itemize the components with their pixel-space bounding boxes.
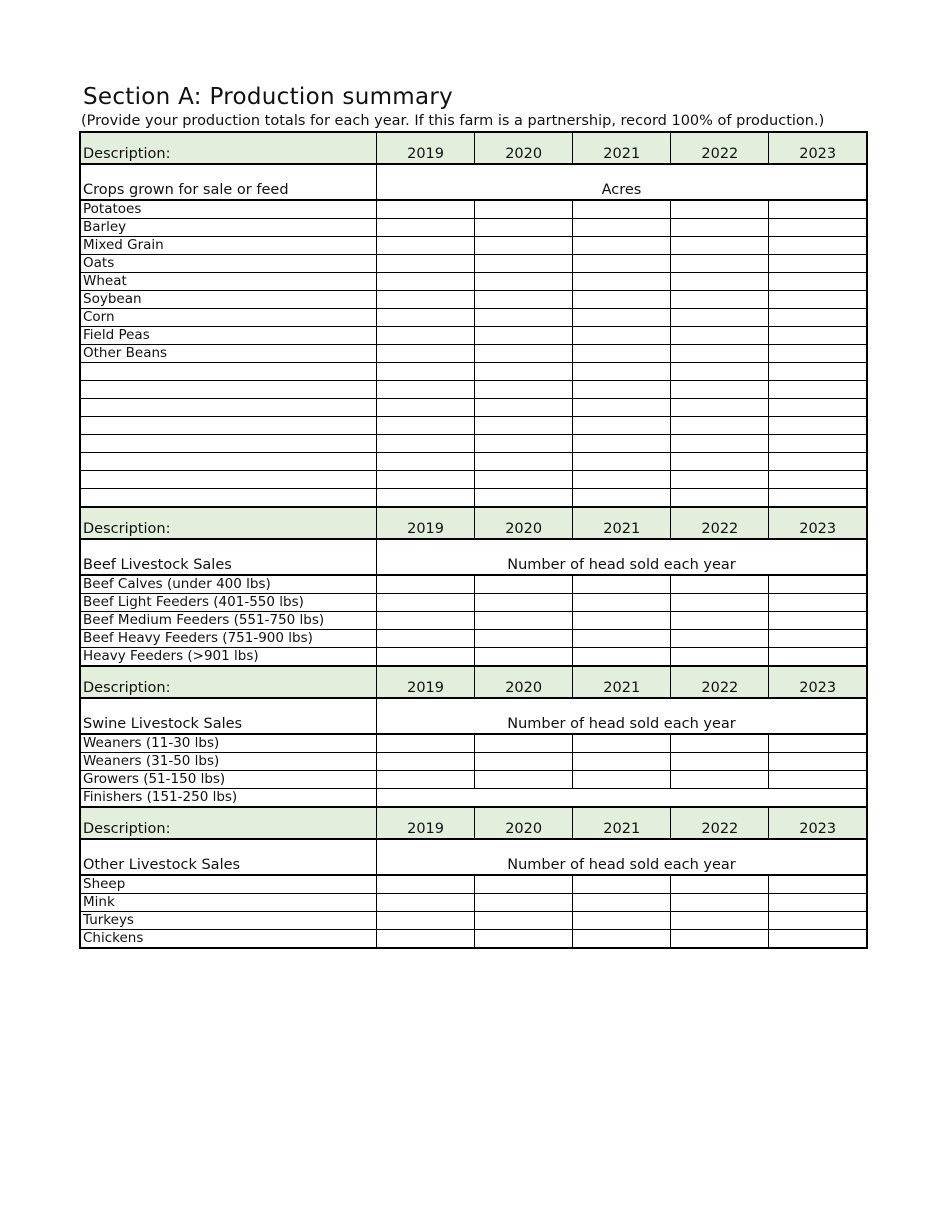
entry-cell[interactable] — [573, 648, 671, 667]
entry-cell[interactable] — [671, 648, 769, 667]
entry-cell[interactable] — [769, 381, 867, 399]
entry-cell[interactable] — [475, 200, 573, 219]
year-header: 2023 — [769, 666, 867, 698]
entry-cell[interactable] — [475, 894, 573, 912]
entry-cell[interactable] — [671, 345, 769, 363]
year-header: 2019 — [377, 132, 475, 164]
entry-cell[interactable] — [475, 930, 573, 949]
row-label — [80, 471, 377, 489]
entry-cell[interactable] — [475, 594, 573, 612]
entry-cell[interactable] — [769, 471, 867, 489]
year-header: 2022 — [671, 507, 769, 539]
entry-cell[interactable] — [671, 612, 769, 630]
page-title: Section A: Production summary — [83, 84, 454, 110]
entry-cell[interactable] — [377, 273, 475, 291]
category-row — [80, 698, 867, 734]
entry-cell[interactable] — [377, 255, 475, 273]
table-row — [80, 875, 867, 894]
entry-cell[interactable] — [573, 894, 671, 912]
table-row — [80, 753, 867, 771]
table-row — [80, 237, 867, 255]
row-label: Heavy Feeders (>901 lbs) — [80, 648, 377, 667]
entry-cell[interactable] — [377, 489, 475, 508]
entry-cell[interactable] — [671, 327, 769, 345]
entry-cell[interactable] — [475, 912, 573, 930]
entry-cell[interactable] — [475, 291, 573, 309]
entry-cell[interactable] — [475, 255, 573, 273]
entry-cell[interactable] — [377, 575, 475, 594]
category-row — [80, 839, 867, 875]
entry-cell[interactable] — [475, 489, 573, 508]
row-label: Weaners (31-50 lbs) — [80, 753, 377, 771]
entry-cell[interactable] — [671, 912, 769, 930]
entry-cell[interactable] — [671, 930, 769, 949]
row-label: Mixed Grain — [80, 237, 377, 255]
entry-cell[interactable] — [475, 399, 573, 417]
entry-cell[interactable] — [671, 417, 769, 435]
year-header: 2019 — [377, 807, 475, 839]
row-label: Other Beans — [80, 345, 377, 363]
year-header: 2021 — [573, 807, 671, 839]
row-label: Beef Medium Feeders (551-750 lbs) — [80, 612, 377, 630]
entry-cell[interactable] — [377, 734, 475, 753]
row-label — [80, 489, 377, 508]
table-row — [80, 453, 867, 471]
entry-cell[interactable] — [573, 291, 671, 309]
entry-cell[interactable] — [573, 453, 671, 471]
entry-cell[interactable] — [475, 435, 573, 453]
entry-cell[interactable] — [377, 237, 475, 255]
category-label: Crops grown for sale or feed — [80, 164, 377, 200]
table-row — [80, 399, 867, 417]
row-label: Barley — [80, 219, 377, 237]
row-label: Finishers (151-250 lbs) — [80, 789, 377, 808]
table-row — [80, 471, 867, 489]
entry-cell[interactable] — [573, 435, 671, 453]
table-row — [80, 594, 867, 612]
entry-cell[interactable] — [769, 894, 867, 912]
entry-cell[interactable] — [769, 345, 867, 363]
entry-cell[interactable] — [475, 309, 573, 327]
entry-cell[interactable] — [769, 912, 867, 930]
entry-cell[interactable] — [671, 273, 769, 291]
entry-cell[interactable] — [475, 453, 573, 471]
entry-cell[interactable] — [377, 200, 475, 219]
entry-cell[interactable] — [671, 453, 769, 471]
entry-cell[interactable] — [377, 930, 475, 949]
description-header-row — [80, 507, 867, 539]
year-header: 2023 — [769, 507, 867, 539]
production-summary-table — [79, 131, 868, 949]
row-label — [80, 381, 377, 399]
entry-cell[interactable] — [573, 219, 671, 237]
entry-cell[interactable] — [769, 399, 867, 417]
row-label: Corn — [80, 309, 377, 327]
row-label — [80, 399, 377, 417]
table-row — [80, 363, 867, 381]
category-row — [80, 164, 867, 200]
unit-label: Number of head sold each year — [377, 698, 868, 734]
entry-cell[interactable] — [573, 630, 671, 648]
entry-cell[interactable] — [769, 575, 867, 594]
year-header: 2020 — [475, 132, 573, 164]
description-header-row — [80, 807, 867, 839]
table-row — [80, 612, 867, 630]
entry-cell[interactable] — [769, 453, 867, 471]
entry-cell[interactable] — [475, 327, 573, 345]
table-row — [80, 291, 867, 309]
entry-cell[interactable] — [377, 753, 475, 771]
entry-cell[interactable] — [769, 930, 867, 949]
entry-cell[interactable] — [475, 648, 573, 667]
table-row — [80, 630, 867, 648]
entry-cell[interactable] — [573, 273, 671, 291]
row-label: Weaners (11-30 lbs) — [80, 734, 377, 753]
entry-cell[interactable] — [475, 771, 573, 789]
year-header: 2020 — [475, 507, 573, 539]
row-label: Wheat — [80, 273, 377, 291]
table-row — [80, 771, 867, 789]
entry-cell[interactable] — [377, 630, 475, 648]
entry-cell[interactable] — [671, 894, 769, 912]
table-row — [80, 255, 867, 273]
entry-cell[interactable] — [671, 489, 769, 508]
entry-cell[interactable] — [573, 200, 671, 219]
entry-cell[interactable] — [377, 435, 475, 453]
table-row — [80, 912, 867, 930]
entry-cell[interactable] — [573, 912, 671, 930]
year-header: 2022 — [671, 807, 769, 839]
year-header: 2021 — [573, 666, 671, 698]
entry-cell[interactable] — [769, 273, 867, 291]
entry-cell[interactable] — [769, 255, 867, 273]
table-row — [80, 309, 867, 327]
row-label: Beef Calves (under 400 lbs) — [80, 575, 377, 594]
year-header: 2022 — [671, 666, 769, 698]
row-label: Growers (51-150 lbs) — [80, 771, 377, 789]
row-label: Potatoes — [80, 200, 377, 219]
entry-cell[interactable] — [377, 309, 475, 327]
category-label: Other Livestock Sales — [80, 839, 377, 875]
entry-cell[interactable] — [573, 327, 671, 345]
row-label: Sheep — [80, 875, 377, 894]
entry-cell[interactable] — [377, 912, 475, 930]
entry-cell[interactable] — [769, 875, 867, 894]
category-row — [80, 539, 867, 575]
entry-cell[interactable] — [671, 291, 769, 309]
entry-cell[interactable] — [769, 309, 867, 327]
entry-cell[interactable] — [769, 363, 867, 381]
row-label — [80, 435, 377, 453]
entry-cell[interactable] — [671, 255, 769, 273]
table-row — [80, 417, 867, 435]
entry-cell[interactable] — [573, 381, 671, 399]
table-row — [80, 435, 867, 453]
row-label: Turkeys — [80, 912, 377, 930]
description-label: Description: — [80, 507, 377, 539]
description-label: Description: — [80, 666, 377, 698]
unit-label: Number of head sold each year — [377, 839, 868, 875]
entry-cell[interactable] — [573, 417, 671, 435]
row-label: Oats — [80, 255, 377, 273]
entry-cell[interactable] — [475, 612, 573, 630]
table-row — [80, 219, 867, 237]
entry-cell[interactable] — [671, 237, 769, 255]
entry-cell[interactable] — [475, 417, 573, 435]
entry-cell[interactable] — [377, 345, 475, 363]
year-header: 2021 — [573, 507, 671, 539]
entry-cell[interactable] — [377, 594, 475, 612]
table-row — [80, 930, 867, 949]
row-label — [80, 363, 377, 381]
entry-cell[interactable] — [671, 309, 769, 327]
year-header: 2022 — [671, 132, 769, 164]
entry-cell[interactable] — [377, 648, 475, 667]
entry-cell[interactable] — [769, 594, 867, 612]
year-header: 2019 — [377, 507, 475, 539]
entry-cell[interactable] — [377, 381, 475, 399]
entry-cell[interactable] — [573, 255, 671, 273]
entry-cell[interactable] — [573, 399, 671, 417]
table-row — [80, 273, 867, 291]
entry-cell[interactable] — [769, 219, 867, 237]
entry-cell[interactable] — [377, 219, 475, 237]
entry-cell[interactable] — [671, 435, 769, 453]
entry-cell[interactable] — [475, 630, 573, 648]
row-label: Soybean — [80, 291, 377, 309]
entry-cell[interactable] — [475, 471, 573, 489]
unit-label: Number of head sold each year — [377, 539, 868, 575]
entry-cell[interactable] — [769, 435, 867, 453]
row-label — [80, 417, 377, 435]
entry-cell[interactable] — [573, 575, 671, 594]
entry-cell[interactable] — [671, 363, 769, 381]
table-row — [80, 345, 867, 363]
entry-cell[interactable] — [573, 345, 671, 363]
entry-cell[interactable] — [769, 327, 867, 345]
entry-cell[interactable] — [377, 453, 475, 471]
entry-cell[interactable] — [475, 237, 573, 255]
entry-cell[interactable] — [671, 471, 769, 489]
entry-cell[interactable] — [377, 612, 475, 630]
entry-cell[interactable] — [573, 612, 671, 630]
entry-cell[interactable] — [769, 612, 867, 630]
entry-cell[interactable] — [671, 753, 769, 771]
entry-cell[interactable] — [769, 200, 867, 219]
table-row — [80, 575, 867, 594]
entry-cell[interactable] — [671, 630, 769, 648]
description-label: Description: — [80, 132, 377, 164]
entry-cell[interactable] — [671, 399, 769, 417]
entry-cell[interactable] — [573, 734, 671, 753]
entry-cell[interactable] — [671, 771, 769, 789]
entry-cell[interactable] — [573, 363, 671, 381]
entry-cell[interactable] — [475, 734, 573, 753]
row-label: Chickens — [80, 930, 377, 949]
unit-label: Acres — [377, 164, 868, 200]
entry-cell[interactable] — [769, 237, 867, 255]
entry-cell[interactable] — [769, 771, 867, 789]
entry-cell[interactable] — [769, 734, 867, 753]
table-row — [80, 489, 867, 508]
entry-cell[interactable] — [573, 489, 671, 508]
entry-cell[interactable] — [377, 771, 475, 789]
description-label: Description: — [80, 807, 377, 839]
row-label: Mink — [80, 894, 377, 912]
table-row — [80, 894, 867, 912]
year-header: 2023 — [769, 807, 867, 839]
entry-cell[interactable] — [573, 594, 671, 612]
entry-cell[interactable] — [475, 219, 573, 237]
entry-cell[interactable] — [573, 771, 671, 789]
entry-cell[interactable] — [671, 875, 769, 894]
entry-cell[interactable] — [377, 789, 868, 808]
category-label: Swine Livestock Sales — [80, 698, 377, 734]
row-label: Beef Heavy Feeders (751-900 lbs) — [80, 630, 377, 648]
table-row — [80, 381, 867, 399]
entry-cell[interactable] — [671, 219, 769, 237]
entry-cell[interactable] — [377, 417, 475, 435]
year-header: 2019 — [377, 666, 475, 698]
entry-cell[interactable] — [671, 734, 769, 753]
entry-cell[interactable] — [475, 363, 573, 381]
entry-cell[interactable] — [377, 327, 475, 345]
entry-cell[interactable] — [769, 291, 867, 309]
entry-cell[interactable] — [377, 875, 475, 894]
table-row — [80, 648, 867, 667]
entry-cell[interactable] — [671, 594, 769, 612]
entry-cell[interactable] — [377, 894, 475, 912]
year-header: 2020 — [475, 666, 573, 698]
entry-cell[interactable] — [377, 399, 475, 417]
table-row — [80, 734, 867, 753]
table-row — [80, 200, 867, 219]
page-subtitle: (Provide your production totals for each year. If this farm is a partnership, record 100% of production.) — [81, 113, 825, 129]
row-label: Beef Light Feeders (401-550 lbs) — [80, 594, 377, 612]
entry-cell[interactable] — [573, 237, 671, 255]
year-header: 2021 — [573, 132, 671, 164]
entry-cell[interactable] — [769, 648, 867, 667]
entry-cell[interactable] — [573, 875, 671, 894]
entry-cell[interactable] — [475, 345, 573, 363]
table-row — [80, 789, 867, 808]
row-label: Field Peas — [80, 327, 377, 345]
entry-cell[interactable] — [377, 471, 475, 489]
year-header: 2020 — [475, 807, 573, 839]
description-header-row — [80, 666, 867, 698]
year-header: 2023 — [769, 132, 867, 164]
entry-cell[interactable] — [573, 309, 671, 327]
entry-cell[interactable] — [769, 489, 867, 508]
table-row — [80, 327, 867, 345]
entry-cell[interactable] — [475, 753, 573, 771]
entry-cell[interactable] — [475, 273, 573, 291]
entry-cell[interactable] — [475, 381, 573, 399]
category-label: Beef Livestock Sales — [80, 539, 377, 575]
entry-cell[interactable] — [671, 575, 769, 594]
row-label — [80, 453, 377, 471]
entry-cell[interactable] — [475, 575, 573, 594]
entry-cell[interactable] — [769, 753, 867, 771]
entry-cell[interactable] — [377, 363, 475, 381]
description-header-row — [80, 132, 867, 164]
entry-cell[interactable] — [573, 471, 671, 489]
entry-cell[interactable] — [671, 200, 769, 219]
entry-cell[interactable] — [573, 753, 671, 771]
entry-cell[interactable] — [671, 381, 769, 399]
entry-cell[interactable] — [475, 875, 573, 894]
entry-cell[interactable] — [377, 291, 475, 309]
entry-cell[interactable] — [573, 930, 671, 949]
entry-cell[interactable] — [769, 630, 867, 648]
entry-cell[interactable] — [769, 417, 867, 435]
